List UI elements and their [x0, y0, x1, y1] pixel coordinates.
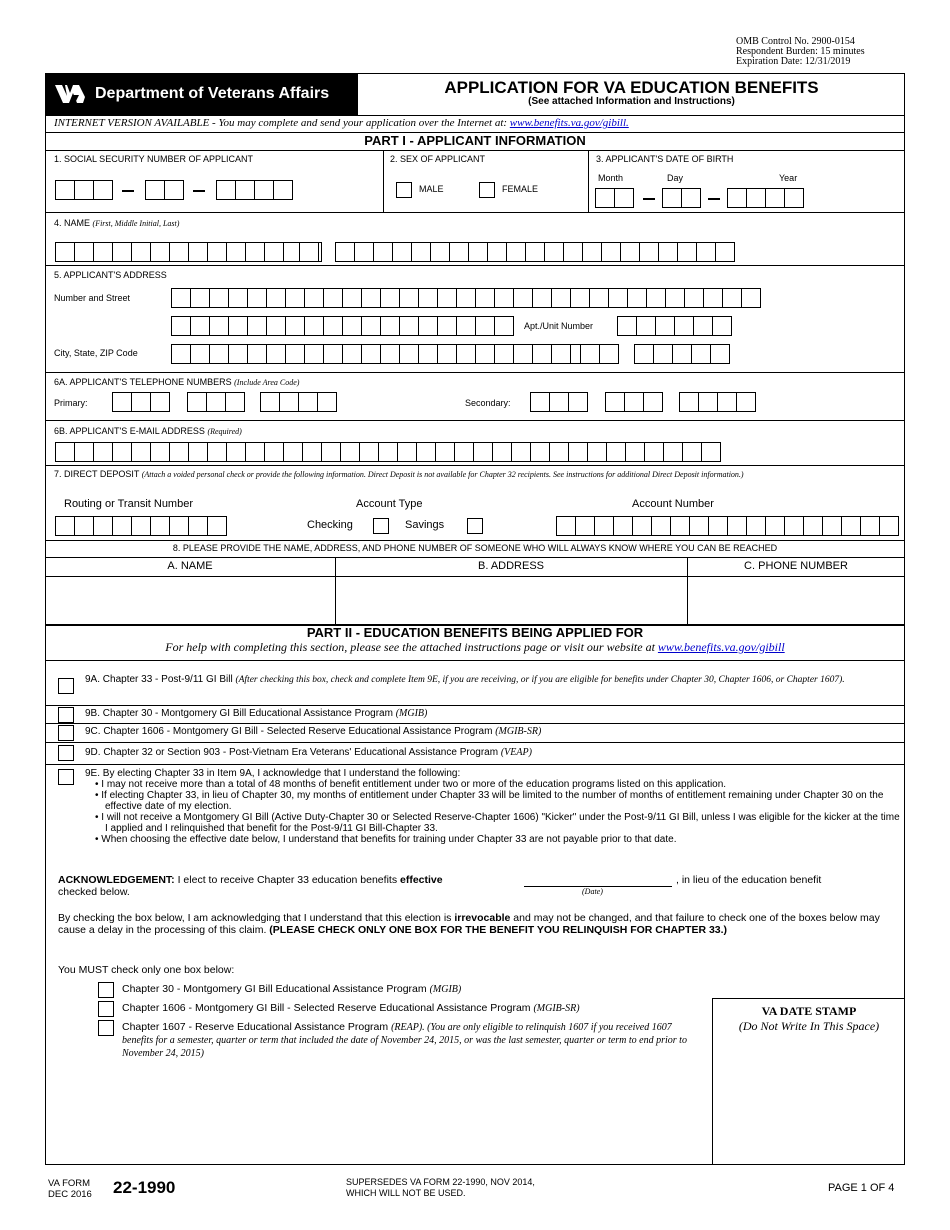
item9e-block — [85, 768, 900, 845]
primary-line-input[interactable] — [260, 392, 337, 412]
ssn-input-3[interactable] — [216, 180, 293, 200]
male-label: MALE — [419, 184, 444, 194]
item9c-text — [85, 726, 541, 737]
bullet-item: • I will not receive a Montgomery GI Bill (Active Duty-Chapter 30 or Selected Reserve-Chapter 1606) "Kicker" under the Post-9/11 GI Bill, unless I was eligible for the kicker at the time I applied and I relinquished that benefit for the Post-9/11 GI Bill-Chapter 33. — [95, 812, 900, 834]
middle-initial-input[interactable] — [299, 242, 319, 262]
female-checkbox[interactable] — [479, 182, 495, 198]
item9a-text — [85, 674, 903, 686]
help-text: For help with completing this section, please see the attached instructions page or visit our website at — [165, 640, 655, 654]
ssn-input-2[interactable] — [145, 180, 184, 200]
opt1-label: Chapter 30 - Montgomery GI Bill Educational Assistance Program — [122, 983, 427, 995]
ack-text2: , in lieu of the education benefit — [676, 874, 822, 886]
dd-hint: (Attach a voided personal check or provide the following information. Direct Deposit is not available for Chapter 32 recipients. See instructions for additional Direct Deposit information.) — [141, 470, 744, 479]
dob-month-label: Month — [598, 173, 624, 183]
irrevocable-notice — [58, 912, 893, 936]
opt1-checkbox[interactable] — [98, 982, 114, 998]
contact-address-field[interactable] — [336, 577, 686, 623]
checking-label: Checking — [307, 519, 353, 531]
stamp-note: (Do Not Write In This Space) — [738, 1019, 880, 1033]
item9d-note: (VEAP) — [500, 747, 532, 758]
opt3-text — [122, 1021, 692, 1060]
zip-input[interactable] — [634, 344, 730, 364]
last-name-input[interactable] — [335, 242, 735, 262]
item9c-note: (MGIB-SR) — [495, 726, 542, 737]
item9a-label: 9A. Chapter 33 - Post-9/11 GI Bill — [85, 674, 233, 685]
female-label: FEMALE — [502, 184, 539, 194]
omb-burden: Respondent Burden: 15 minutes — [736, 46, 865, 57]
email-input[interactable] — [55, 442, 721, 462]
savings-checkbox[interactable] — [467, 518, 483, 534]
routing-label: Routing or Transit Number — [64, 498, 193, 510]
first-name-input[interactable] — [55, 242, 322, 262]
internet-notice — [54, 117, 629, 129]
irrev-caps: (PLEASE CHECK ONLY ONE BOX FOR THE BENEFIT YOU RELINQUISH FOR CHAPTER 33.) — [269, 924, 728, 936]
ack-text1: I elect to receive Chapter 33 education benefits — [177, 874, 398, 886]
opt1-note: (MGIB) — [429, 984, 462, 995]
dd-label: 7. DIRECT DEPOSIT — [54, 469, 140, 479]
dob-year-input[interactable] — [727, 188, 804, 208]
opt2-text — [122, 1002, 580, 1014]
phone-hint: (Include Area Code) — [234, 378, 300, 387]
irrev-text2: and may not be changed, and that failure to check one of the boxes below may cause a delay in the processing of this claim. — [58, 912, 880, 936]
item9b-note: (MGIB) — [395, 708, 428, 719]
must-check: You MUST check only one box below: — [58, 964, 235, 976]
secondary-area-input[interactable] — [530, 392, 588, 412]
city-label: City, State, ZIP Code — [54, 348, 138, 358]
checking-checkbox[interactable] — [373, 518, 389, 534]
va-banner — [45, 73, 358, 115]
name-label-group — [54, 218, 179, 228]
bullet-item: • If electing Chapter 33, in lieu of Chapter 30, my months of entitlement under Chapter 33 will be limited to the number of months of entitlement remaining under Chapter 30 on the effective date of my election. — [95, 790, 884, 812]
bullet-item: • When choosing the effective date below, I understand that benefits for training under Chapter 33 are not payable prior to that date. — [95, 834, 677, 845]
form-subtitle: (See attached Information and Instructions) — [528, 96, 735, 107]
opt3-checkbox[interactable] — [98, 1020, 114, 1036]
stamp-title: VA DATE STAMP — [761, 1004, 857, 1018]
ack-date-label: (Date) — [582, 887, 603, 896]
item9b-checkbox[interactable] — [58, 707, 74, 723]
footer-form-number: 22-1990 — [113, 1178, 176, 1197]
email-hint: (Required) — [207, 427, 242, 436]
item9d-label: 9D. Chapter 32 or Section 903 - Post-Vietnam Era Veterans' Educational Assistance Program — [85, 747, 499, 758]
help-link[interactable]: www.benefits.va.gov/gibill — [657, 640, 785, 654]
email-label: 6B. APPLICANT'S E-MAIL ADDRESS — [54, 426, 205, 436]
bullet-item: • I may not receive more than a total of 48 months of benefit entitlement under two or more of the education programs listed on this application. — [95, 779, 727, 790]
va-logo-icon — [53, 81, 87, 107]
apt-input[interactable] — [617, 316, 732, 336]
dob-year-label: Year — [779, 173, 798, 183]
contact-phone-field[interactable] — [688, 577, 904, 623]
male-checkbox[interactable] — [396, 182, 412, 198]
agency-name: Department of Veterans Affairs — [95, 85, 330, 102]
phone-label: 6A. APPLICANT'S TELEPHONE NUMBERS — [54, 377, 232, 387]
supersedes-line1: SUPERSEDES VA FORM 22-1990, NOV 2014, — [346, 1177, 535, 1187]
form-title: APPLICATION FOR VA EDUCATION BENEFITS — [444, 78, 819, 97]
va-date-stamp-box — [712, 998, 905, 1165]
omb-control: OMB Control No. 2900-0154 — [736, 36, 855, 47]
direct-deposit-label-group — [54, 469, 899, 480]
savings-label: Savings — [405, 519, 445, 531]
ssn-label: 1. SOCIAL SECURITY NUMBER OF APPLICANT — [54, 154, 254, 164]
name-label: 4. NAME — [54, 218, 91, 228]
state-input[interactable] — [580, 344, 619, 364]
street-label: Number and Street — [54, 293, 131, 303]
part1-title: PART I - APPLICANT INFORMATION — [364, 133, 586, 148]
footer-page: PAGE 1 OF 4 — [828, 1182, 895, 1194]
irrev-text1: By checking the box below, I am acknowledging that I understand that this election is — [58, 912, 452, 924]
irrev-bold: irrevocable — [454, 912, 511, 924]
street-input-2[interactable] — [171, 316, 514, 336]
footer-date: DEC 2016 — [48, 1189, 92, 1200]
contact-label: 8. PLEASE PROVIDE THE NAME, ADDRESS, AND PHONE NUMBER OF SOMEONE WHO WILL ALWAYS KNOW WHERE YOU CAN BE REACHED — [172, 543, 778, 553]
city-state-input[interactable] — [171, 344, 590, 364]
internet-text: INTERNET VERSION AVAILABLE - You may complete and send your application over the Internet at: — [54, 117, 508, 129]
col-phone: C. PHONE NUMBER — [744, 560, 848, 572]
col-name: A. NAME — [167, 560, 213, 572]
apt-label: Apt./Unit Number — [524, 321, 594, 331]
name-hint: (First, Middle Initial, Last) — [92, 219, 180, 228]
item9c-label: 9C. Chapter 1606 - Montgomery GI Bill - Selected Reserve Educational Assistance Program — [85, 726, 493, 737]
footer-va-form: VA FORM — [48, 1178, 91, 1189]
ack-effective: effective — [400, 874, 443, 886]
opt2-checkbox[interactable] — [98, 1001, 114, 1017]
dob-month-input[interactable] — [595, 188, 634, 208]
item9d-text — [85, 747, 532, 758]
item9b-text — [85, 708, 427, 719]
contact-name-field[interactable] — [46, 577, 334, 623]
routing-input[interactable] — [55, 516, 227, 536]
account-number-input[interactable] — [556, 516, 899, 536]
omb-info — [736, 37, 865, 67]
omb-expiration: Expiration Date: 12/31/2019 — [736, 56, 851, 67]
item9a-note: (After checking this box, check and complete Item 9E, if you are receiving, or if you are eligible for benefits under Chapter 30, Chapter 1606, or Chapter 1607). — [235, 675, 845, 685]
item9b-label: 9B. Chapter 30 - Montgomery GI Bill Educational Assistance Program — [85, 708, 393, 719]
item9e-checkbox[interactable] — [58, 769, 74, 785]
primary-area-input[interactable] — [112, 392, 170, 412]
sex-label: 2. SEX OF APPLICANT — [390, 154, 486, 164]
acknowledgement — [58, 874, 443, 886]
item9e-label: 9E. By electing Chapter 33 in Item 9A, I acknowledge that I understand the following: — [85, 768, 461, 779]
primary-label: Primary: — [54, 398, 88, 408]
opt3-note: (REAP). (You are only eligible to relinquish 1607 if you received 1607 benefits for a semester, quarter or term that included the date of November 24, 2015, or was the last semester, quarter or term to end prior to November 24, 2015) — [122, 1022, 687, 1059]
supersedes-line2: WHICH WILL NOT BE USED. — [346, 1188, 466, 1198]
dob-day-input[interactable] — [662, 188, 701, 208]
opt2-label: Chapter 1606 - Montgomery GI Bill - Selected Reserve Educational Assistance Program — [122, 1002, 531, 1014]
footer-form-id — [48, 1178, 92, 1200]
secondary-label: Secondary: — [465, 398, 511, 408]
opt1-text — [122, 983, 461, 995]
internet-link[interactable]: www.benefits.va.gov/gibill. — [509, 117, 629, 129]
secondary-prefix-input[interactable] — [605, 392, 663, 412]
part2-title: PART II - EDUCATION BENEFITS BEING APPLIED FOR — [306, 625, 644, 640]
ack-bold: ACKNOWLEDGEMENT: — [58, 874, 175, 886]
ack-text3: checked below. — [58, 886, 130, 898]
footer-supersedes — [346, 1177, 535, 1199]
phone-label-group — [54, 377, 299, 387]
account-type-label: Account Type — [356, 498, 423, 510]
email-label-group — [54, 426, 242, 436]
address-label: 5. APPLICANT'S ADDRESS — [54, 270, 167, 280]
opt3-label: Chapter 1607 - Reserve Educational Assistance Program — [122, 1021, 389, 1033]
secondary-line-input[interactable] — [679, 392, 756, 412]
col-address: B. ADDRESS — [477, 560, 545, 572]
part2-help — [45, 640, 905, 655]
item9e-bullets — [85, 779, 900, 845]
ssn-input-1[interactable] — [55, 180, 113, 200]
street-input-1[interactable] — [171, 288, 761, 308]
primary-prefix-input[interactable] — [187, 392, 245, 412]
opt2-note: (MGIB-SR) — [533, 1003, 580, 1014]
account-number-label: Account Number — [632, 498, 714, 510]
item9c-checkbox[interactable] — [58, 725, 74, 741]
item9a-checkbox[interactable] — [58, 678, 74, 694]
dob-label: 3. APPLICANT'S DATE OF BIRTH — [596, 154, 734, 164]
item9d-checkbox[interactable] — [58, 745, 74, 761]
dob-day-label: Day — [667, 173, 684, 183]
